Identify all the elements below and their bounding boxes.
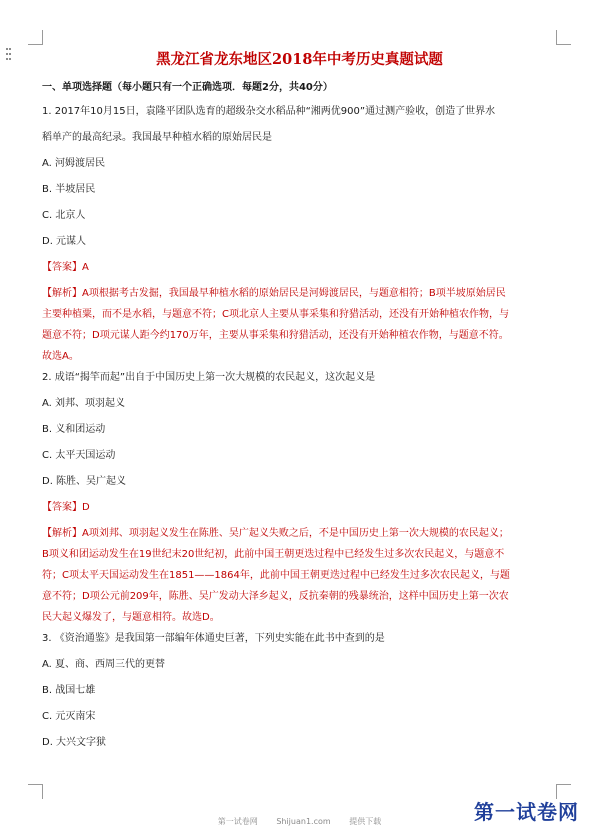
question-line: D. 大兴文字狱: [42, 737, 107, 748]
question-line: C. 北京人: [42, 210, 86, 221]
document-body: [42, 80, 564, 761]
question-line: C. 太平天国运动: [42, 450, 116, 461]
crop-mark-top-right: [556, 30, 571, 45]
section-heading: 一、单项选择题（每小题只有一个正确选项．每题2分，共40分）: [42, 82, 333, 93]
analysis-line: 主要种植粟，而不是水稻，与题意不符；C项北京人主要从事采集和狩猎活动，还没有开始种植农作物，与: [42, 309, 509, 320]
footer-note: 提供下载: [349, 817, 382, 826]
question-line: A. 河姆渡居民: [42, 158, 106, 169]
question-line: C. 元灭南宋: [42, 711, 96, 722]
question-line: A. 夏、商、西周三代的更替: [42, 659, 166, 670]
question-line: 1. 2017年10月15日，袁隆平团队选育的超级杂交水稻品种“湘两优900”通过测产验收，创造了世界水: [42, 106, 496, 117]
question-line: 2. 成语“揭竿而起”出自于中国历史上第一次大规模的农民起义，这次起义是: [42, 372, 376, 383]
page-footer: [0, 816, 599, 827]
analysis-line: 【解析】A项刘邦、项羽起义发生在陈胜、吴广起义失败之后，不是中国历史上第一次大规模的农民起义；: [42, 528, 509, 539]
question-line: B. 义和团运动: [42, 424, 106, 435]
question-line: D. 元谋人: [42, 236, 87, 247]
crop-mark-top-left: [28, 30, 43, 45]
question-line: B. 战国七雄: [42, 685, 96, 696]
question-lines: [42, 104, 564, 761]
watermark-logo: 第一试卷网: [474, 800, 579, 824]
footer-site-en: Shijuan1.com: [276, 817, 331, 826]
analysis-line: 符；C项太平天国运动发生在1851——1864年，此前中国王朝更迭过程中已经发生过多次农民起义，与题: [42, 570, 510, 581]
answer-line: 【答案】A: [42, 262, 89, 273]
document-title: 黑龙江省龙东地区2018年中考历史真题试题: [156, 51, 443, 68]
question-line: D. 陈胜、吴广起义: [42, 476, 127, 487]
analysis-line: 意不符；D项公元前209年，陈胜、吴广发动大泽乡起义，反抗秦朝的残暴统治，这样中国历史上第一次农: [42, 591, 509, 602]
question-line: B. 半坡居民: [42, 184, 96, 195]
question-line: 3. 《资治通鉴》是我国第一部编年体通史巨著，下列史实能在此书中查到的是: [42, 633, 385, 644]
analysis-line: 题意不符；D项元谋人距今约170万年，主要从事采集和狩猎活动，还没有开始种植农作物，与题意不符。: [42, 330, 509, 341]
analysis-line: 故选A。: [42, 351, 79, 362]
question-line: 稻单产的最高纪录。我国最早种植水稻的原始居民是: [42, 132, 272, 143]
footer-site-cn: 第一试卷网: [217, 817, 258, 826]
crop-mark-bottom-left: [28, 784, 43, 799]
answer-line: 【答案】D: [42, 502, 90, 513]
analysis-line: 【解析】A项根据考古发掘，我国最早种植水稻的原始居民是河姆渡居民，与题意相符；B项半坡原始居民: [42, 288, 506, 299]
analysis-line: B项义和团运动发生在19世纪末20世纪初，此前中国王朝更迭过程中已经发生过多次农民起义，与题意不: [42, 549, 505, 560]
question-line: A. 刘邦、项羽起义: [42, 398, 126, 409]
analysis-line: 民大起义爆发了，与题意相符。故选D。: [42, 612, 220, 623]
